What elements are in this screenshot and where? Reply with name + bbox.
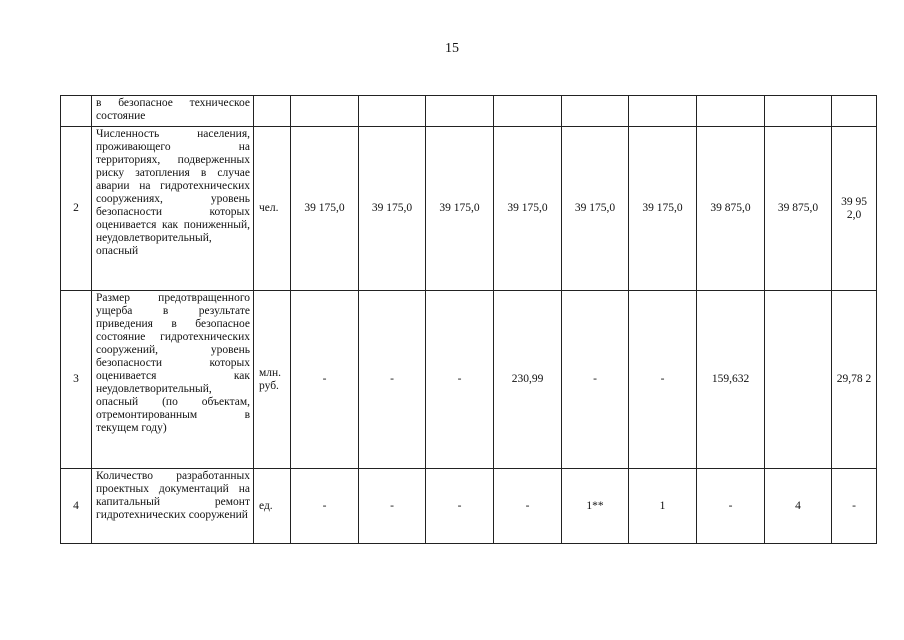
value-cell: - <box>426 291 494 469</box>
value-cell <box>494 96 562 127</box>
row-number: 3 <box>61 291 92 469</box>
value-cell: - <box>291 291 359 469</box>
indicators-table <box>60 95 877 544</box>
unit-cell: чел. <box>254 127 291 291</box>
table-row <box>61 127 877 291</box>
value-cell: 159,632 <box>697 291 765 469</box>
value-cell <box>832 96 877 127</box>
value-cell: - <box>426 469 494 544</box>
value-cell: 4 <box>765 469 832 544</box>
value-cell: 39 175,0 <box>291 127 359 291</box>
value-cell <box>359 96 426 127</box>
value-cell: 39 95 2,0 <box>832 127 877 291</box>
value-cell: - <box>629 291 697 469</box>
table-row <box>61 469 877 544</box>
indicator-description: в безопасное техническое состояние <box>92 96 254 127</box>
value-cell <box>629 96 697 127</box>
value-cell: 39 175,0 <box>629 127 697 291</box>
unit-cell <box>254 96 291 127</box>
value-cell <box>697 96 765 127</box>
indicator-description: Количество разработанных проектных документаций на капитальный ремонт гидротехнических сооружений <box>92 469 254 544</box>
value-cell: 1 <box>629 469 697 544</box>
value-cell: 39 175,0 <box>426 127 494 291</box>
value-cell: 39 875,0 <box>765 127 832 291</box>
indicator-description: Размер предотвращенного ущерба в результате приведения в безопасное состояние гидротехнических сооружений, уровень безопасности которых оценивается как неудовлетворительный, опасный (по объектам, отремонтированным в текущем году) <box>92 291 254 469</box>
value-cell <box>426 96 494 127</box>
value-cell: - <box>832 469 877 544</box>
value-cell: 39 875,0 <box>697 127 765 291</box>
value-cell: - <box>359 291 426 469</box>
table-row <box>61 291 877 469</box>
indicator-description: Численность населения, проживающего на территориях, подверженных риску затопления в случае аварии на гидротехнических сооружениях, уровень безопасности которых оценивается как пониженный, неудовлетворительный, опасный <box>92 127 254 291</box>
value-cell: - <box>291 469 359 544</box>
value-cell <box>562 96 629 127</box>
value-cell: - <box>359 469 426 544</box>
value-cell: 39 175,0 <box>562 127 629 291</box>
value-cell: 1** <box>562 469 629 544</box>
row-number <box>61 96 92 127</box>
value-cell: 29,78 2 <box>832 291 877 469</box>
unit-cell: ед. <box>254 469 291 544</box>
value-cell <box>291 96 359 127</box>
page-number: 15 <box>445 41 459 56</box>
value-cell: - <box>494 469 562 544</box>
value-cell: 230,99 <box>494 291 562 469</box>
row-number: 2 <box>61 127 92 291</box>
value-cell: - <box>697 469 765 544</box>
value-cell: - <box>562 291 629 469</box>
row-number: 4 <box>61 469 92 544</box>
value-cell: 39 175,0 <box>494 127 562 291</box>
table-row <box>61 96 877 127</box>
value-cell <box>765 291 832 469</box>
value-cell <box>765 96 832 127</box>
unit-cell: млн. руб. <box>254 291 291 469</box>
value-cell: 39 175,0 <box>359 127 426 291</box>
